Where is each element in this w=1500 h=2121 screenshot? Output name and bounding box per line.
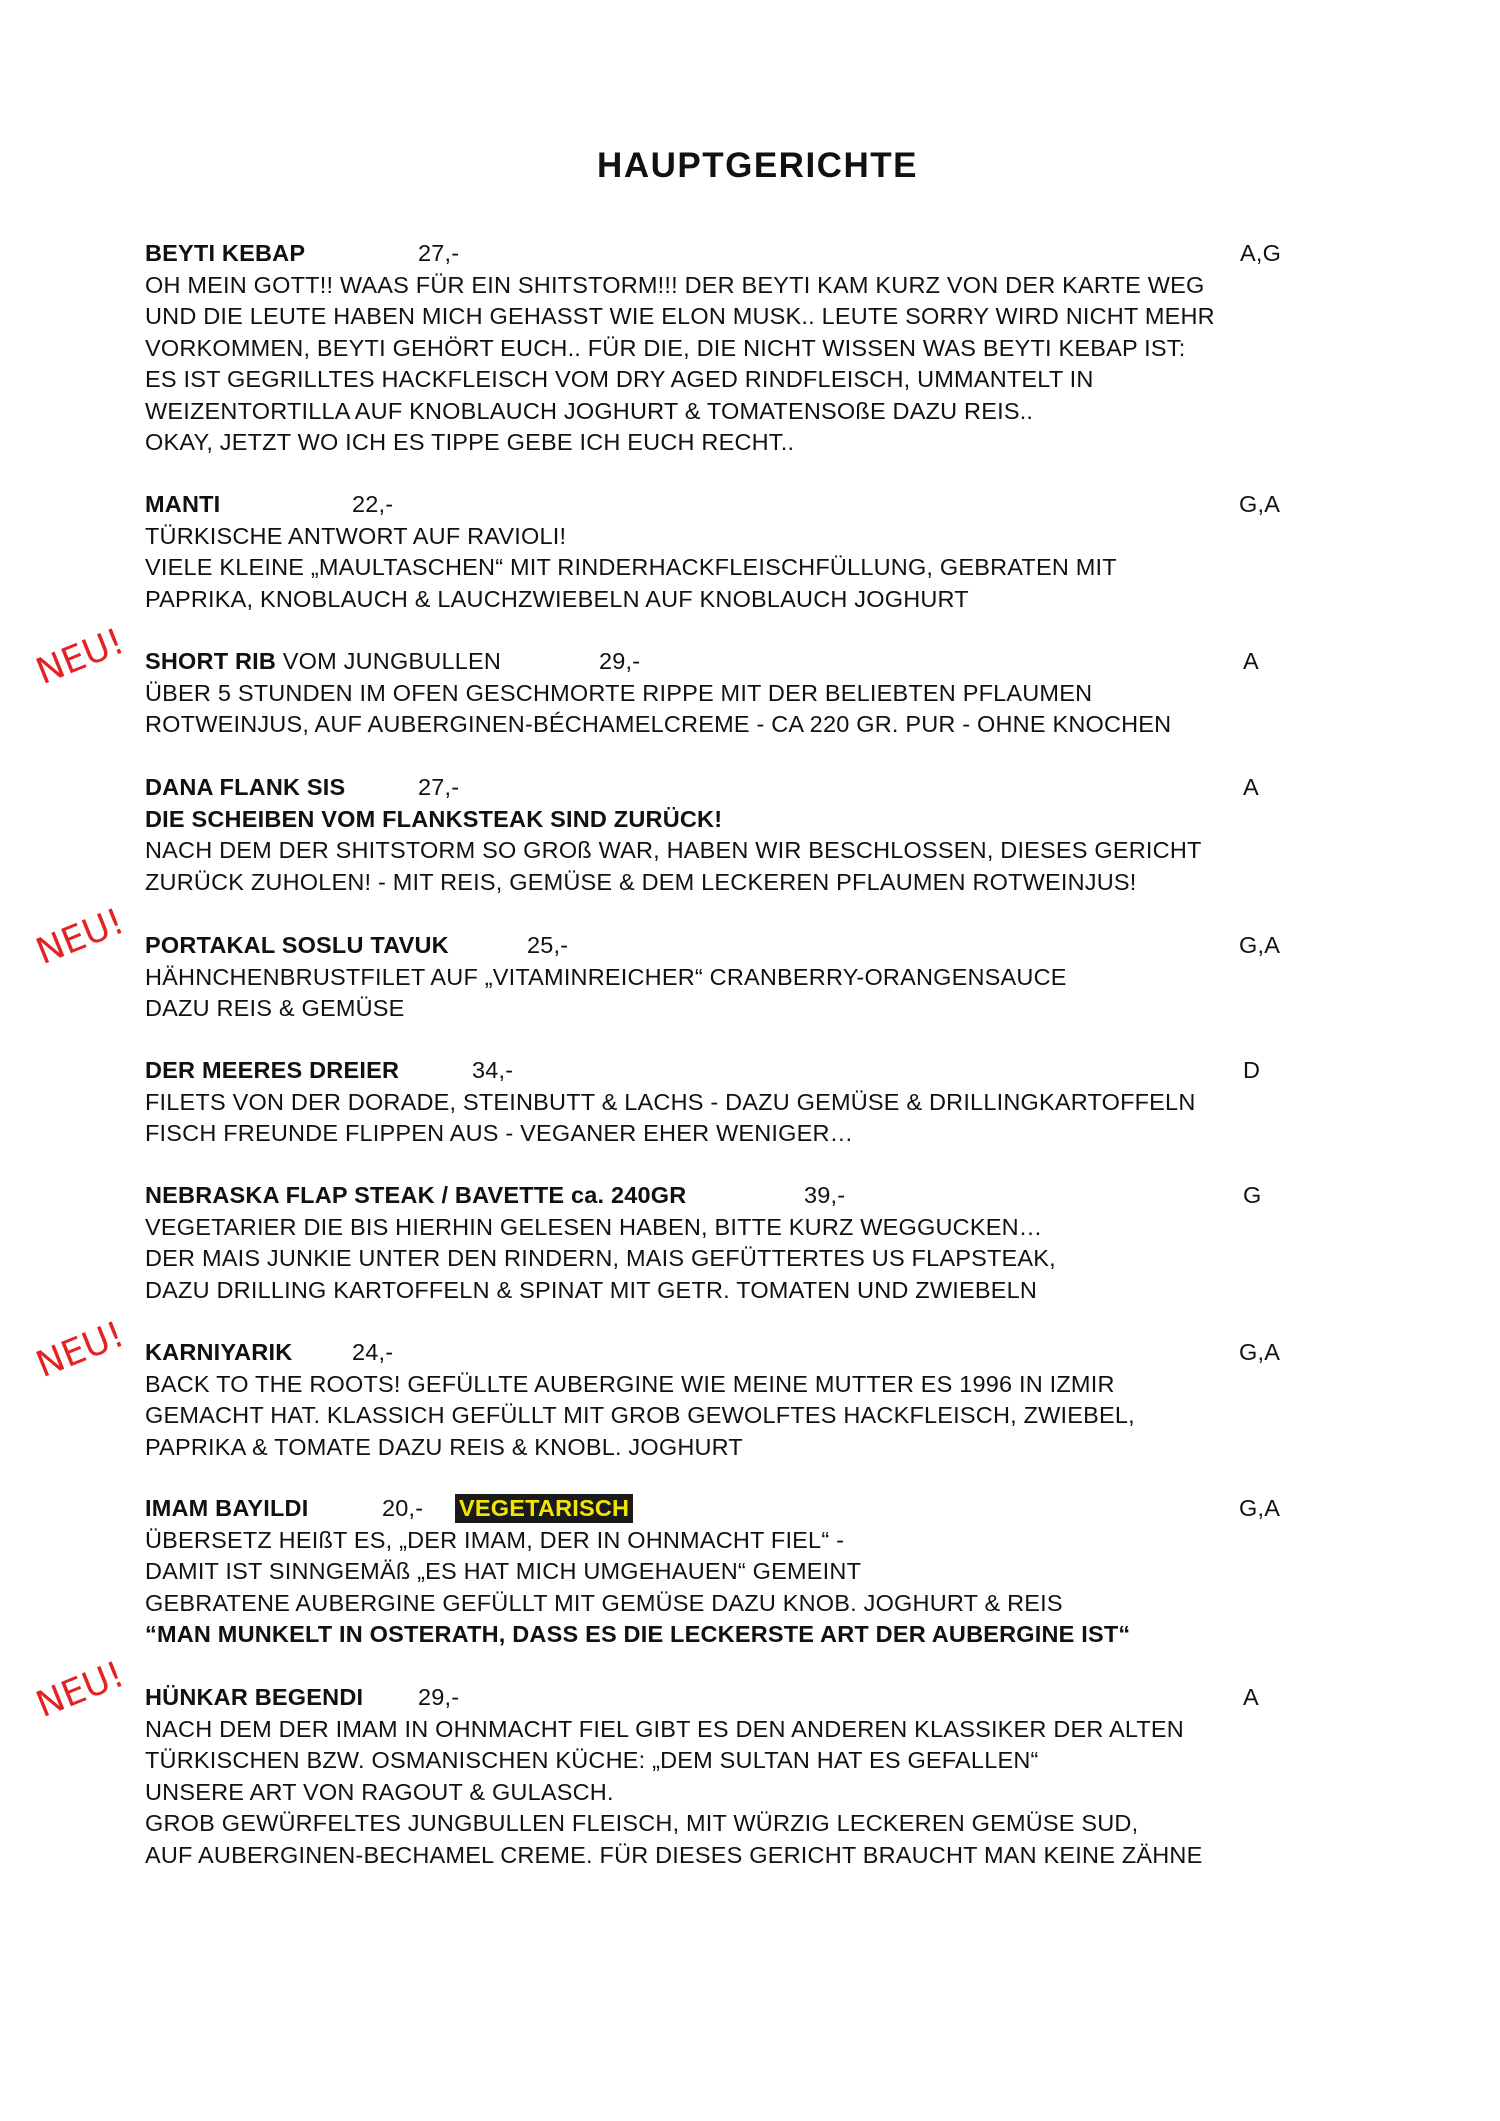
dish-description-line: DAZU REIS & GEMÜSE xyxy=(145,995,405,1021)
dish-allergens: G xyxy=(1243,1182,1262,1208)
dish-name: MANTI xyxy=(145,491,221,517)
dish-price: 34,- xyxy=(472,1057,514,1083)
dish-name: DANA FLANK SIS xyxy=(145,774,346,800)
dish-description-line: TÜRKISCHE ANTWORT AUF RAVIOLI! xyxy=(145,522,567,549)
dish-allergens: A xyxy=(1243,1684,1259,1710)
dish-price: 29,- xyxy=(418,1684,460,1710)
dish-price: 25,- xyxy=(527,932,569,958)
dish-description-line: GEBRATENE AUBERGINE GEFÜLLT MIT GEMÜSE DAZU KNOB. JOGHURT & REIS xyxy=(145,1589,1063,1616)
menu-item xyxy=(145,1493,1375,1651)
dish-description-line: ÜBER 5 STUNDEN IM OFEN GESCHMORTE RIPPE MIT DER BELIEBTEN PFLAUMEN xyxy=(145,679,1093,706)
vegetarian-badge: VEGETARISCH xyxy=(455,1494,633,1523)
dish-price: 20,- xyxy=(382,1495,424,1521)
dish-subtitle: DIE SCHEIBEN VOM FLANKSTEAK SIND ZURÜCK! xyxy=(145,805,723,832)
menu-item xyxy=(145,1055,1375,1150)
menu-item xyxy=(145,1682,1375,1871)
dish-allergens: G,A xyxy=(1239,1495,1281,1521)
dish-description-line: PAPRIKA, KNOBLAUCH & LAUCHZWIEBELN AUF KNOBLAUCH JOGHURT xyxy=(145,585,969,612)
new-badge: NEU! xyxy=(30,1654,130,1726)
dish-name: PORTAKAL SOSLU TAVUK xyxy=(145,932,449,958)
dish-allergens: A,G xyxy=(1240,240,1282,266)
dish-description-line: DER MAIS JUNKIE UNTER DEN RINDERN, MAIS GEFÜTTERTES US FLAPSTEAK, xyxy=(145,1245,1056,1271)
dish-description-line: DAMIT IST SINNGEMÄß „ES HAT MICH UMGEHAUEN“ GEMEINT xyxy=(145,1558,862,1584)
dish-allergens: G,A xyxy=(1239,932,1281,958)
dish-name: DER MEERES DREIER xyxy=(145,1057,400,1083)
menu-item xyxy=(145,238,1375,459)
dish-description-line: ZURÜCK ZUHOLEN! - MIT REIS, GEMÜSE & DEM LECKEREN PFLAUMEN ROTWEINJUS! xyxy=(145,868,1137,895)
menu-item xyxy=(145,489,1375,615)
dish-price: 22,- xyxy=(352,491,394,517)
dish-description-line: ROTWEINJUS, AUF AUBERGINEN-BÉCHAMELCREME - CA 220 GR. PUR - OHNE KNOCHEN xyxy=(145,711,1172,737)
dish-name: NEBRASKA FLAP STEAK / BAVETTE ca. 240GR xyxy=(145,1182,687,1208)
new-badge: NEU! xyxy=(30,1314,130,1386)
dish-description-line: DAZU DRILLING KARTOFFELN & SPINAT MIT GETR. TOMATEN UND ZWIEBELN xyxy=(145,1276,1038,1303)
dish-description-line: UNSERE ART VON RAGOUT & GULASCH. xyxy=(145,1778,614,1805)
dish-description-line: ÜBERSETZ HEIßT ES, „DER IMAM, DER IN OHNMACHT FIEL“ - xyxy=(145,1526,845,1553)
dish-description-line: UND DIE LEUTE HABEN MICH GEHASST WIE ELON MUSK.. LEUTE SORRY WIRD NICHT MEHR xyxy=(145,303,1215,329)
dish-price: 39,- xyxy=(804,1182,846,1208)
dish-description-line: GEMACHT HAT. KLASSICH GEFÜLLT MIT GROB GEWOLFTES HACKFLEISCH, ZWIEBEL, xyxy=(145,1402,1135,1428)
dish-description-line: TÜRKISCHEN BZW. OSMANISCHEN KÜCHE: „DEM SULTAN HAT ES GEFALLEN“ xyxy=(145,1747,1039,1773)
dish-description-line: NACH DEM DER SHITSTORM SO GROß WAR, HABEN WIR BESCHLOSSEN, DIESES GERICHT xyxy=(145,837,1202,863)
dish-name-suffix: VOM JUNGBULLEN xyxy=(276,648,502,674)
dish-allergens: A xyxy=(1243,774,1259,800)
dish-name: KARNIYARIK xyxy=(145,1339,293,1365)
dish-allergens: G,A xyxy=(1239,491,1281,517)
new-badge: NEU! xyxy=(30,621,130,693)
dish-name: HÜNKAR BEGENDI xyxy=(145,1684,364,1710)
dish-description-line: PAPRIKA & TOMATE DAZU REIS & KNOBL. JOGHURT xyxy=(145,1433,743,1460)
dish-description-line: OKAY, JETZT WO ICH ES TIPPE GEBE ICH EUCH RECHT.. xyxy=(145,429,795,455)
dish-description-line: VORKOMMEN, BEYTI GEHÖRT EUCH.. FÜR DIE, DIE NICHT WISSEN WAS BEYTI KEBAP IST: xyxy=(145,334,1186,361)
page-title: HAUPTGERICHTE xyxy=(597,146,918,185)
dish-name: IMAM BAYILDI xyxy=(145,1495,309,1521)
dish-allergens: A xyxy=(1243,648,1259,674)
dish-price: 27,- xyxy=(418,240,460,266)
dish-name: SHORT RIB xyxy=(145,648,277,674)
dish-description-line: AUF AUBERGINEN-BECHAMEL CREME. FÜR DIESES GERICHT BRAUCHT MAN KEINE ZÄHNE xyxy=(145,1841,1203,1868)
dish-description-line: VIELE KLEINE „MAULTASCHEN“ MIT RINDERHACKFLEISCHFÜLLUNG, GEBRATEN MIT xyxy=(145,554,1117,580)
dish-description-line: HÄHNCHENBRUSTFILET AUF „VITAMINREICHER“ CRANBERRY-ORANGENSAUCE xyxy=(145,963,1067,990)
dish-price: 24,- xyxy=(352,1339,394,1365)
dish-description-line: FILETS VON DER DORADE, STEINBUTT & LACHS - DAZU GEMÜSE & DRILLINGKARTOFFELN xyxy=(145,1088,1196,1115)
menu-item xyxy=(145,930,1375,1025)
dish-description-line: VEGETARIER DIE BIS HIERHIN GELESEN HABEN, BITTE KURZ WEGGUCKEN… xyxy=(145,1213,1043,1240)
dish-description-line: NACH DEM DER IMAM IN OHNMACHT FIEL GIBT ES DEN ANDEREN KLASSIKER DER ALTEN xyxy=(145,1715,1184,1742)
menu-item xyxy=(145,1180,1375,1306)
dish-description-line: BACK TO THE ROOTS! GEFÜLLTE AUBERGINE WIE MEINE MUTTER ES 1996 IN IZMIR xyxy=(145,1370,1115,1397)
dish-description-line: FISCH FREUNDE FLIPPEN AUS - VEGANER EHER WENIGER… xyxy=(145,1120,854,1146)
new-badge: NEU! xyxy=(30,901,130,973)
menu-item xyxy=(145,772,1375,898)
dish-allergens: D xyxy=(1243,1057,1261,1083)
dish-description-line: WEIZENTORTILLA AUF KNOBLAUCH JOGHURT & TOMATENSOßE DAZU REIS.. xyxy=(145,397,1034,424)
dish-description-line: ES IST GEGRILLTES HACKFLEISCH VOM DRY AGED RINDFLEISCH, UMMANTELT IN xyxy=(145,366,1094,392)
dish-description-line: GROB GEWÜRFELTES JUNGBULLEN FLEISCH, MIT WÜRZIG LECKEREN GEMÜSE SUD, xyxy=(145,1810,1139,1836)
dish-name: BEYTI KEBAP xyxy=(145,240,306,266)
dish-price: 29,- xyxy=(599,648,641,674)
menu-item xyxy=(145,646,1375,741)
dish-quote: “MAN MUNKELT IN OSTERATH, DASS ES DIE LECKERSTE ART DER AUBERGINE IST“ xyxy=(145,1621,1131,1647)
dish-allergens: G,A xyxy=(1239,1339,1281,1365)
dish-price: 27,- xyxy=(418,774,460,800)
menu-item xyxy=(145,1337,1375,1463)
dish-description-line: OH MEIN GOTT!! WAAS FÜR EIN SHITSTORM!!! DER BEYTI KAM KURZ VON DER KARTE WEG xyxy=(145,271,1205,298)
